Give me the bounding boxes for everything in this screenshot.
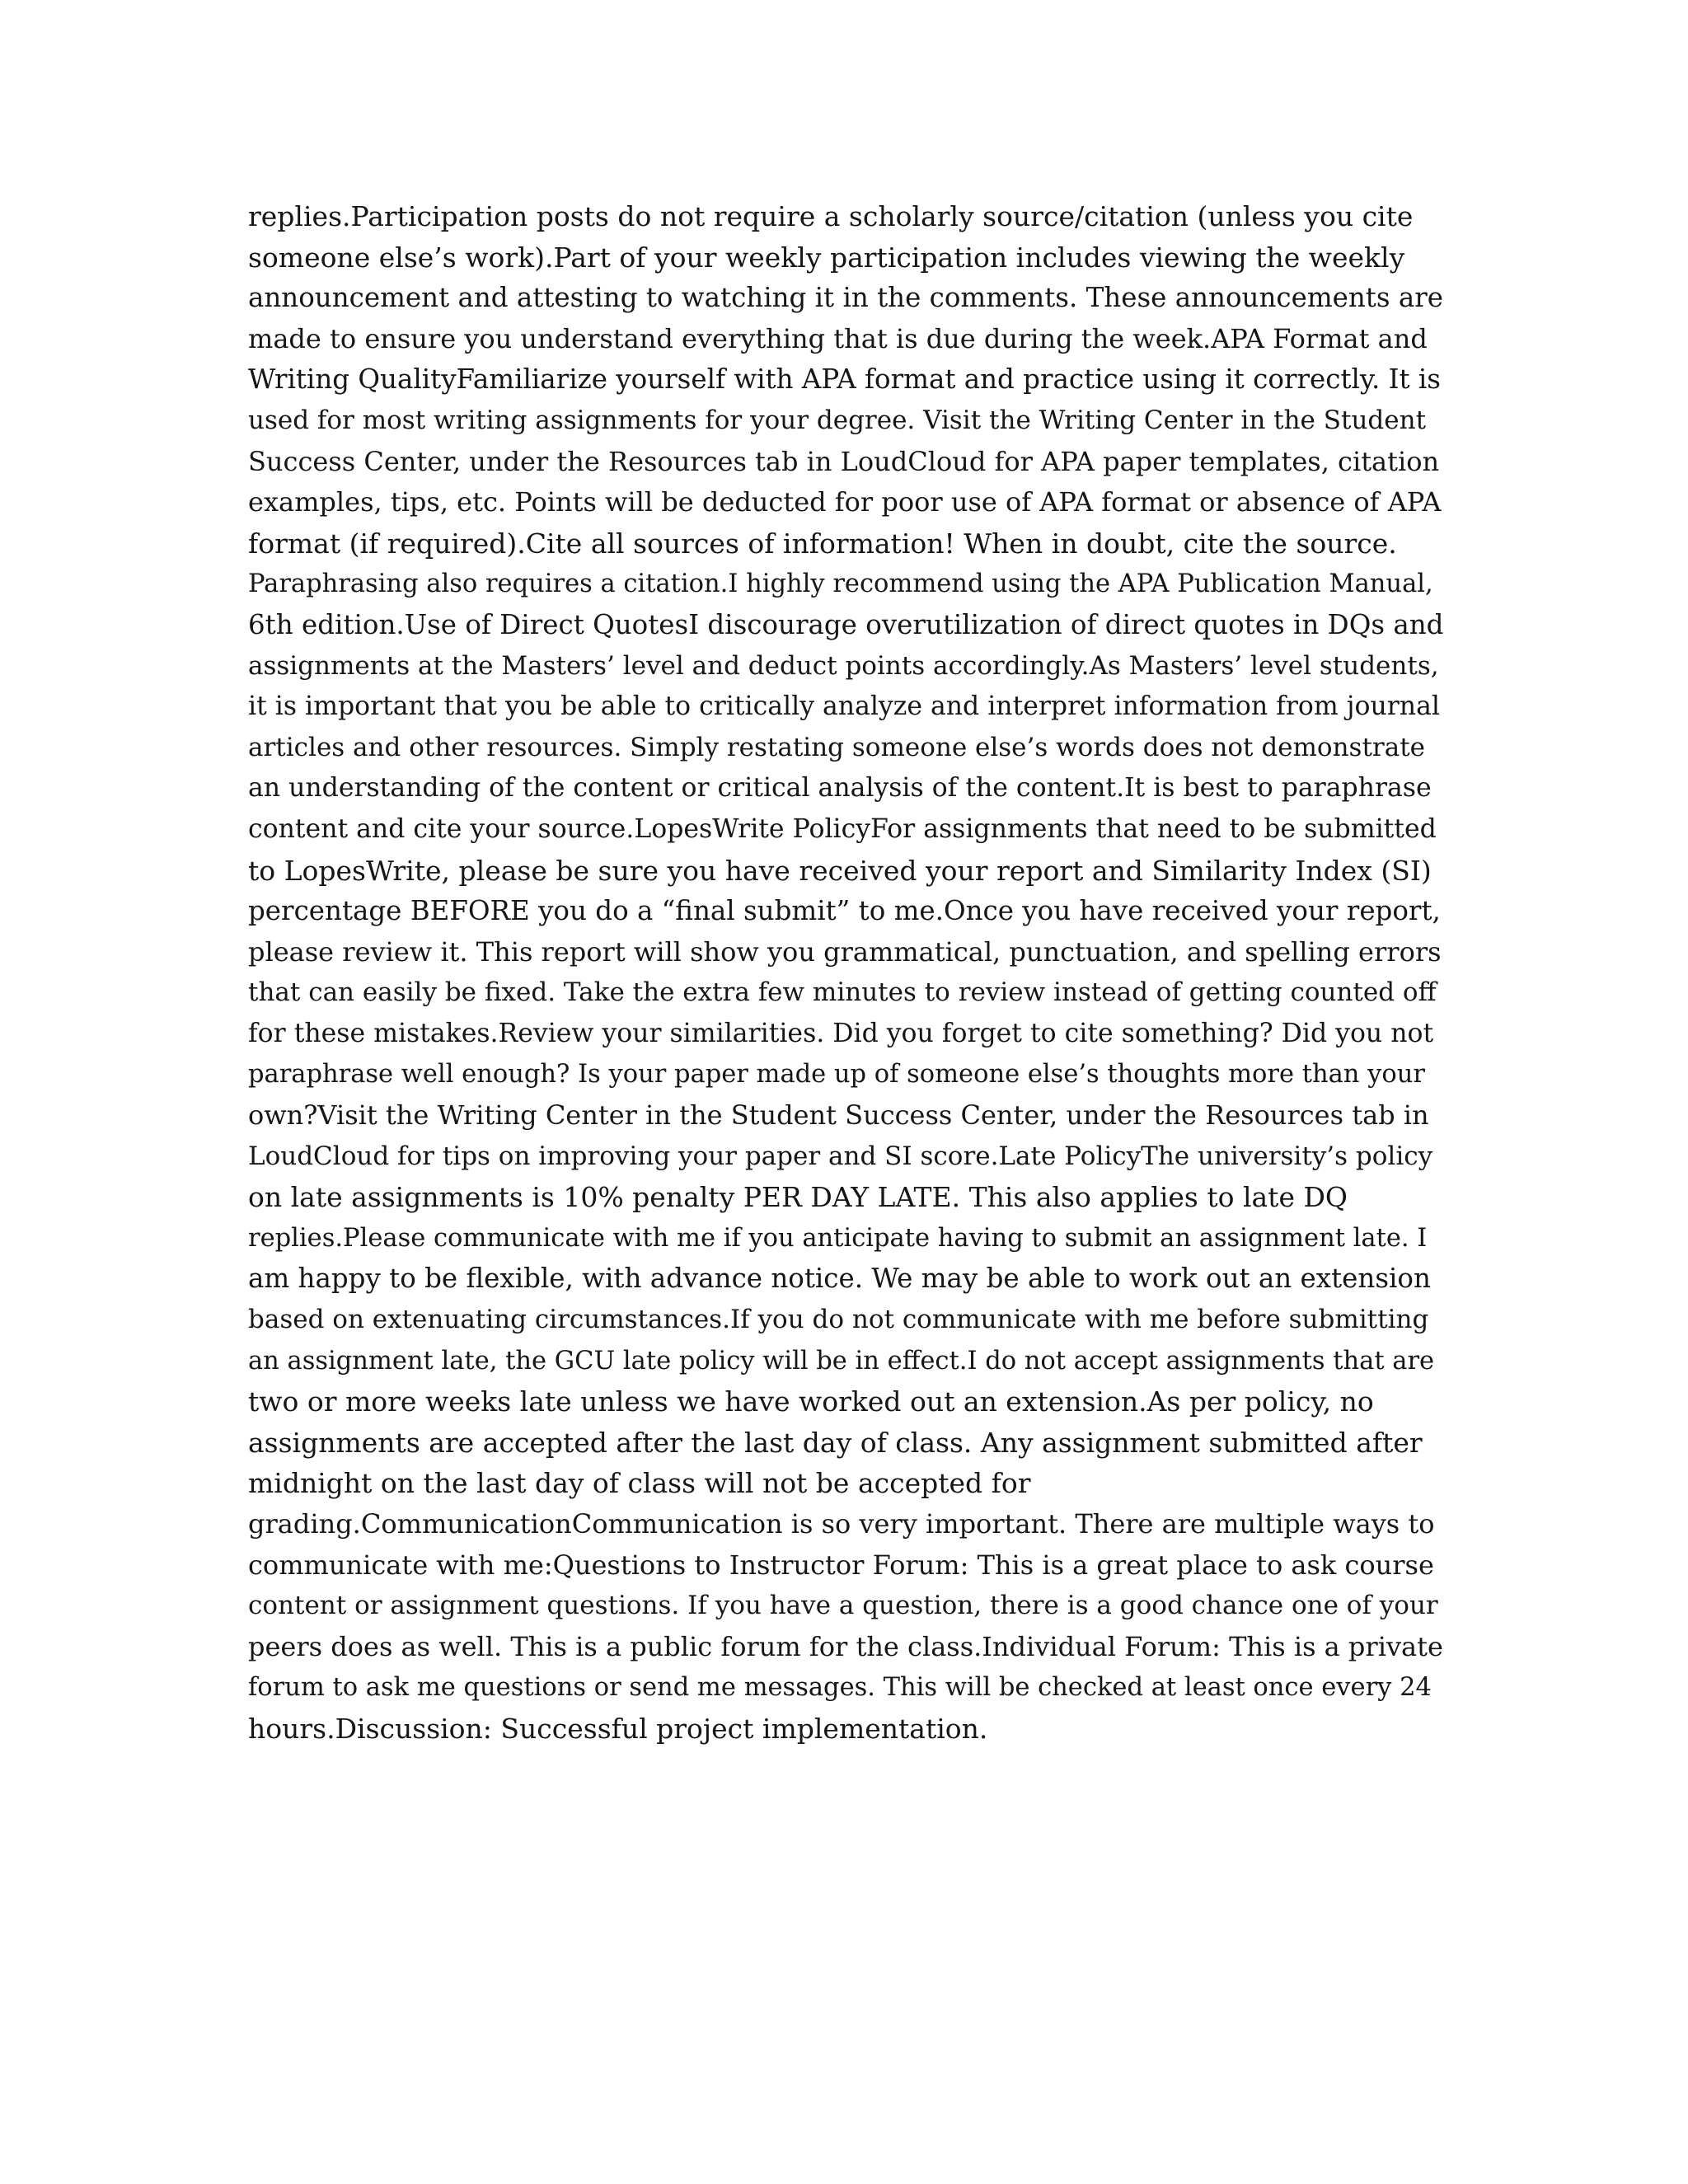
document-body-text xyxy=(248,196,1443,1750)
text-line: based on extenuating circumstances.If you do not communicate with me before submitting xyxy=(248,1305,1429,1335)
text-line: it is important that you be able to critically analyze and interpret information from journal xyxy=(248,691,1440,722)
text-line: Success Center, under the Resources tab in LoudCloud for APA paper templates, citation xyxy=(248,445,1440,477)
text-line: two or more weeks late unless we have worked out an extension.As per policy, no xyxy=(248,1385,1374,1418)
text-line: Paraphrasing also requires a citation.I highly recommend using the APA Publication Manual, xyxy=(248,569,1433,599)
text-line: announcement and attesting to watching it in the comments. These announcements are xyxy=(248,282,1444,314)
text-line: own?Visit the Writing Center in the Student Success Center, under the Resources tab in xyxy=(248,1099,1429,1132)
text-line: content and cite your source.LopesWrite PolicyFor assignments that need to be submitted xyxy=(248,813,1437,844)
text-line: an understanding of the content or critical analysis of the content.It is best to paraphrase xyxy=(248,773,1432,804)
text-line: format (if required).Cite all sources of information! When in doubt, cite the source. xyxy=(248,527,1397,560)
text-line: for these mistakes.Review your similarities. Did you forget to cite something? Did you not xyxy=(248,1018,1434,1048)
text-line: assignments are accepted after the last day of class. Any assignment submitted after xyxy=(248,1426,1423,1459)
text-line: hours.Discussion: Successful project implementation. xyxy=(248,1712,988,1745)
text-line: paraphrase well enough? Is your paper made up of someone else’s thoughts more than your xyxy=(248,1060,1425,1090)
text-line: midnight on the last day of class will not be accepted for xyxy=(248,1467,1031,1500)
text-line: someone else’s work).Part of your weekly participation includes viewing the weekly xyxy=(248,241,1405,274)
text-line: please review it. This report will show you grammatical, punctuation, and spelling errors xyxy=(248,935,1442,968)
text-line: that can easily be fixed. Take the extra few minutes to review instead of getting counted off xyxy=(248,977,1437,1008)
text-line: content or assignment questions. If you have a question, there is a good chance one of your xyxy=(248,1591,1438,1621)
text-line: percentage BEFORE you do a “final submit” to me.Once you have received your report, xyxy=(248,895,1441,927)
text-line: replies.Please communicate with me if you anticipate having to submit an assignment late. I xyxy=(248,1223,1428,1253)
text-line: an assignment late, the GCU late policy will be in effect.I do not accept assignments that are xyxy=(248,1346,1435,1376)
text-line: on late assignments is 10% penalty PER DAY LATE. This also applies to late DQ xyxy=(248,1181,1348,1214)
text-line: communicate with me:Questions to Instructor Forum: This is a great place to ask course xyxy=(248,1549,1434,1581)
text-line: assignments at the Masters’ level and deduct points accordingly.As Masters’ level students, xyxy=(248,650,1439,681)
text-line: Writing QualityFamiliarize yourself with APA format and practice using it correctly. It is xyxy=(248,363,1441,396)
text-line: examples, tips, etc. Points will be deducted for poor use of APA format or absence of APA xyxy=(248,486,1442,518)
text-line: to LopesWrite, please be sure you have received your report and Similarity Index (SI) xyxy=(248,854,1432,887)
text-line: 6th edition.Use of Direct QuotesI discourage overutilization of direct quotes in DQs and xyxy=(248,608,1444,640)
text-line: grading.CommunicationCommunication is so very important. There are multiple ways to xyxy=(248,1508,1435,1540)
text-line: am happy to be flexible, with advance notice. We may be able to work out an extension xyxy=(248,1263,1431,1295)
text-line: peers does as well. This is a public forum for the class.Individual Forum: This is a private xyxy=(248,1630,1443,1662)
text-line: LoudCloud for tips on improving your paper and SI score.Late PolicyThe university’s policy xyxy=(248,1141,1433,1171)
text-line: made to ensure you understand everything that is due during the week.APA Format and xyxy=(248,322,1428,354)
text-line: forum to ask me questions or send me messages. This will be checked at least once every 24 xyxy=(248,1673,1432,1703)
text-line: articles and other resources. Simply restating someone else’s words does not demonstrate xyxy=(248,732,1426,762)
text-line: used for most writing assignments for your degree. Visit the Writing Center in the Student xyxy=(248,405,1427,435)
text-line: replies.Participation posts do not require a scholarly source/citation (unless you cite xyxy=(248,200,1414,232)
